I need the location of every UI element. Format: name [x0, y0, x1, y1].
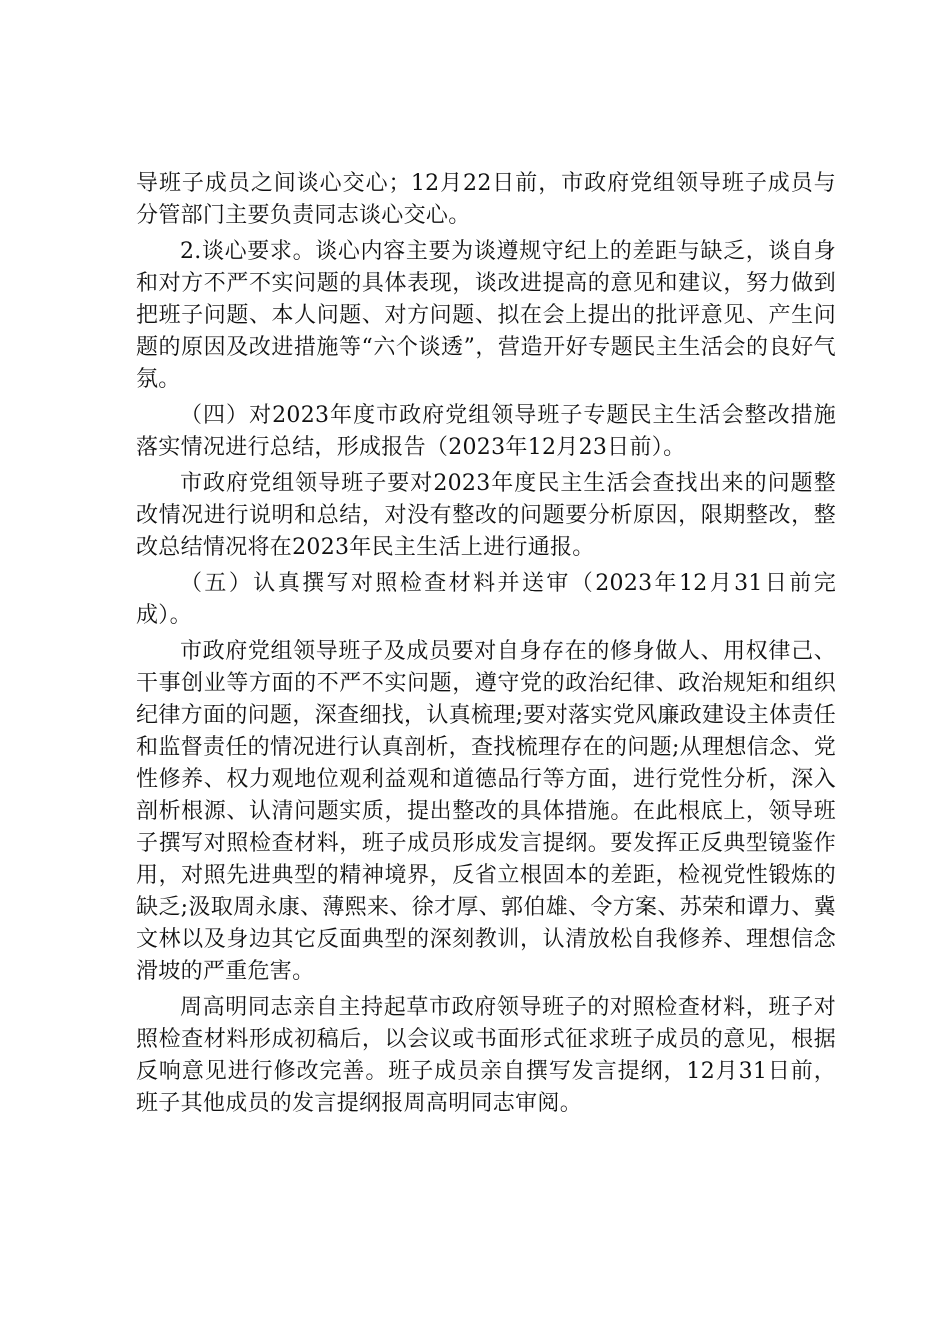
paragraph-drafting-review: 周高明同志亲自主持起草市政府领导班子的对照检查材料，班子对照检查材料形成初稿后，以会议或书面形式征求班子成员的意见，根据反响意见进行修改完善。班子成员亲自撰写发言提纲，12月31日前，班子其他成员的发言提纲报周高明同志审阅。	[136, 995, 836, 1116]
paragraph-continued: 导班子成员之间谈心交心；12月22日前，市政府党组领导班子成员与分管部门主要负责同志谈心交心。	[136, 171, 836, 228]
section-heading-five: （五）认真撰写对照检查材料并送审（2023年12月31日前完成）。	[136, 571, 836, 628]
paragraph-self-examination: 市政府党组领导班子及成员要对自身存在的修身做人、用权律己、干事创业等方面的不严不实问题，遵守党的政治纪律、政治规矩和组织纪律方面的问题，深查细找，认真梳理;要对落实党风廉政建设主体责任和监督责任的情况进行认真剖析，查找梳理存在的问题;从理想信念、党性修养、权力观地位观利益观和道德品行等方面，进行党性分析，深入剖析根源、认清问题实质，提出整改的具体措施。在此根底上，领导班子撰写对照检查材料，班子成员形成发言提纲。要发挥正反典型镜鉴作用，对照先进典型的精神境界，反省立根固本的差距，检视党性锻炼的缺乏;汲取周永康、薄熙来、徐才厚、郭伯雄、令方案、苏荣和谭力、冀文林以及身边其它反面典型的深刻教训，认清放松自我修养、理想信念滑坡的严重危害。	[136, 639, 836, 984]
paragraph-rectification-summary: 市政府党组领导班子要对2023年度民主生活会查找出来的问题整改情况进行说明和总结，对没有整改的问题要分析原因，限期整改，整改总结情况将在2023年民主生活上进行通报。	[136, 471, 836, 560]
section-heading-four: （四）对2023年度市政府党组领导班子专题民主生活会整改措施落实情况进行总结，形成报告（2023年12月23日前）。	[136, 403, 836, 460]
document-body	[136, 168, 836, 1124]
paragraph-talk-requirements: 2.谈心要求。谈心内容主要为谈遵规守纪上的差距与缺乏，谈自身和对方不严不实问题的具体表现，谈改进提高的意见和建议，努力做到把班子问题、本人问题、对方问题、拟在会上提出的批评意见、产生问题的原因及改进措施等“六个谈透”，营造开好专题民主生活会的良好气氛。	[136, 239, 836, 392]
